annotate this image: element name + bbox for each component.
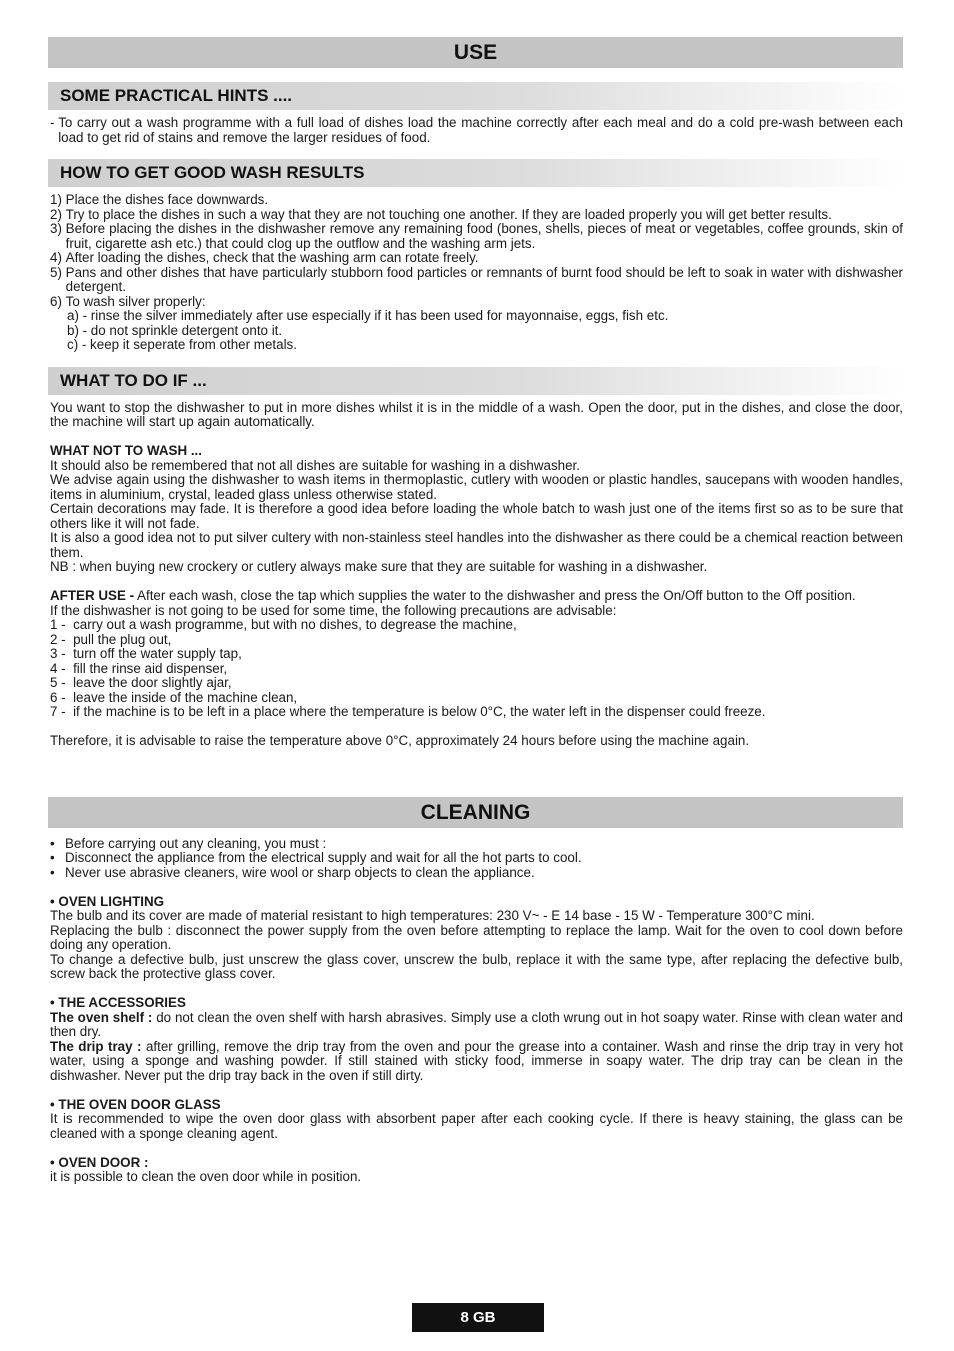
silver-tip: c) - keep it seperate from other metals. bbox=[67, 337, 297, 352]
silver-tip: b) - do not sprinkle detergent onto it. bbox=[67, 322, 283, 338]
bullet-item bbox=[50, 851, 903, 866]
paragraph: It should also be remembered that not all dishes are suitable for washing in a dishwasher. bbox=[50, 457, 580, 473]
paragraph: We advise again using the dishwasher to wash items in thermoplastic, cutlery with wooden or plastic handles, saucepans with wooden handles, items in aluminium, crystal, leaded glass unless otherwise stated. bbox=[50, 472, 903, 502]
item-dash: - bbox=[50, 115, 59, 130]
step-number: 5 - bbox=[50, 675, 74, 690]
bullet-text: Never use abrasive cleaners, wire wool or sharp objects to clean the appliance. bbox=[65, 864, 535, 880]
wash-results-list bbox=[50, 193, 903, 353]
list-item bbox=[50, 295, 903, 310]
bullet-glyph: • bbox=[50, 850, 55, 865]
paragraph: If the dishwasher is not going to be used for some time, the following precautions are advisable: bbox=[50, 602, 617, 618]
section-title-cleaning: CLEANING bbox=[48, 797, 903, 828]
step-number: 1 - bbox=[50, 617, 74, 632]
list-item bbox=[50, 116, 903, 145]
paragraph: it is possible to clean the oven door while in position. bbox=[50, 1169, 362, 1184]
list-item bbox=[50, 208, 903, 223]
list-item bbox=[50, 705, 903, 720]
item-text: Try to place the dishes in such a way that they are not touching one another. If they are loaded properly you will get better results. bbox=[65, 206, 832, 222]
list-item bbox=[50, 633, 903, 648]
item-text: After loading the dishes, check that the washing arm can rotate freely. bbox=[65, 250, 479, 265]
page-content bbox=[48, 37, 903, 1185]
step-text: fill the rinse aid dispenser, bbox=[73, 660, 228, 676]
bullet-item bbox=[50, 837, 903, 852]
step-number: 2 - bbox=[50, 631, 74, 647]
step-text: turn off the water supply tap, bbox=[73, 646, 242, 661]
item-number: 5) bbox=[50, 264, 66, 280]
step-number: 7 - bbox=[50, 704, 74, 719]
after-use-text: After each wash, close the tap which supplies the water to the dishwasher and press the On/Off button to the Off position. bbox=[134, 588, 856, 603]
therefore-paragraph: Therefore, it is advisable to raise the temperature above 0°C, approximately 24 hours before using the machine again. bbox=[50, 733, 750, 748]
page-number-badge: 8 GB bbox=[412, 1303, 544, 1332]
paragraph: It is also a good idea not to put silver cultery with non-stainless steel handles into the dishwasher as there could be a chemical reaction between them. bbox=[50, 530, 903, 560]
paragraph: Replacing the bulb : disconnect the power supply from the oven before attempting to replace the lamp. Wait for the oven to cool down before doing any operation. bbox=[50, 922, 903, 952]
step-text: leave the door slightly ajar, bbox=[73, 675, 232, 690]
after-use-paragraph bbox=[50, 589, 903, 604]
list-item bbox=[50, 251, 903, 266]
step-number: 4 - bbox=[50, 660, 74, 676]
paragraph: To change a defective bulb, just unscrew the glass cover, unscrew the bulb, replace it with the same type, after replacing the defective bulb, screw back the protective glass cover. bbox=[50, 951, 903, 981]
step-text: carry out a wash programme, but with no dishes, to degrease the machine, bbox=[73, 617, 517, 632]
bullet-item bbox=[50, 866, 903, 881]
list-item bbox=[50, 676, 903, 691]
drip-tray-label: The drip tray : bbox=[50, 1038, 142, 1054]
list-item bbox=[50, 647, 903, 662]
list-item bbox=[50, 691, 903, 706]
paragraph: Certain decorations may fade. It is therefore a good idea before loading the whole batch to wash just one of the items first so as to be sure that others like it will not fade. bbox=[50, 501, 903, 531]
oven-shelf-text: do not clean the oven shelf with harsh abrasives. Simply use a cloth wrung out in hot soapy water. Rinse with clean water and then dry. bbox=[50, 1009, 904, 1039]
after-use-label: AFTER USE - bbox=[50, 588, 135, 603]
practical-hints-text bbox=[50, 116, 903, 145]
drip-tray-paragraph bbox=[50, 1040, 903, 1084]
what-to-do-intro: You want to stop the dishwasher to put in more dishes whilst it is in the middle of a wash. Open the door, put in the dishes, and close the door, the machine will start up again automatically. bbox=[50, 399, 903, 429]
heading-oven-door: • OVEN DOOR : bbox=[50, 1154, 149, 1170]
drip-tray-text: after grilling, remove the drip tray from the oven and pour the grease into a container. Wash and rinse the drip tray in very hot water, using a sponge and washing powder. If still stained with sticky food, immerse in soapy water. The drip tray can be clean in the dishwasher. Never put the drip tray back in the oven if still dirty. bbox=[50, 1038, 903, 1083]
item-number: 1) bbox=[50, 192, 66, 207]
section-title-use: USE bbox=[48, 37, 903, 68]
item-number: 3) bbox=[50, 221, 66, 236]
heading-what-to-do-if: WHAT TO DO IF ... bbox=[48, 367, 903, 395]
bullet-text: Disconnect the appliance from the electrical supply and wait for all the hot parts to cool. bbox=[65, 850, 582, 865]
item-text: To wash silver properly: bbox=[65, 293, 206, 309]
heading-oven-lighting: • OVEN LIGHTING bbox=[50, 893, 165, 909]
item-text: Place the dishes face downwards. bbox=[65, 192, 269, 207]
item-text: Before placing the dishes in the dishwasher remove any remaining food (bones, shells, pieces of meat or vegetables, coffee grounds, skin of fruit, cigarette ash etc.) that could clog up the outflow and the washing arm jets. bbox=[65, 221, 903, 251]
item-number: 2) bbox=[50, 206, 66, 222]
silver-tip: a) - rinse the silver immediately after use especially if it has been used for mayonnaise, eggs, fish etc. bbox=[67, 308, 669, 323]
heading-oven-door-glass: • THE OVEN DOOR GLASS bbox=[50, 1096, 221, 1112]
list-item bbox=[50, 193, 903, 208]
paragraph: NB : when buying new crockery or cutlery always make sure that they are suitable for washing in a dishwasher. bbox=[50, 559, 708, 574]
heading-practical-hints: SOME PRACTICAL HINTS .... bbox=[48, 82, 903, 110]
step-text: if the machine is to be left in a place where the temperature is below 0°C, the water left in the dispenser could freeze. bbox=[73, 704, 766, 719]
heading-wash-results: HOW TO GET GOOD WASH RESULTS bbox=[48, 159, 903, 187]
list-item bbox=[50, 662, 903, 677]
bullet-glyph: • bbox=[50, 835, 55, 851]
item-text: To carry out a wash programme with a full load of dishes load the machine correctly after each meal and do a cold pre-wash between each load to get rid of stains and remove the larger residues of food. bbox=[58, 115, 903, 145]
step-text: leave the inside of the machine clean, bbox=[73, 689, 298, 705]
item-number: 6) bbox=[50, 293, 66, 309]
oven-shelf-paragraph bbox=[50, 1011, 903, 1040]
heading-accessories: • THE ACCESSORIES bbox=[50, 995, 186, 1010]
list-item bbox=[50, 618, 903, 633]
step-number: 6 - bbox=[50, 689, 74, 705]
oven-shelf-label: The oven shelf : bbox=[50, 1009, 153, 1025]
step-text: pull the plug out, bbox=[73, 631, 172, 647]
bullet-glyph: • bbox=[50, 864, 55, 880]
bullet-text: Before carrying out any cleaning, you must : bbox=[65, 835, 327, 851]
item-text: Pans and other dishes that have particularly stubborn food particles or remnants of burnt food should be left to soak in water with dishwasher detergent. bbox=[65, 264, 903, 294]
list-item bbox=[50, 222, 903, 251]
list-item bbox=[50, 266, 903, 295]
cleaning-text bbox=[50, 837, 903, 1185]
what-to-do-text bbox=[50, 401, 903, 749]
heading-what-not-to-wash: WHAT NOT TO WASH ... bbox=[50, 443, 202, 458]
step-number: 3 - bbox=[50, 646, 74, 661]
item-number: 4) bbox=[50, 250, 66, 265]
paragraph: The bulb and its cover are made of material resistant to high temperatures: 230 V~ - E 14 base - 15 W - Temperature 300°C mini. bbox=[50, 908, 815, 923]
paragraph: It is recommended to wipe the oven door glass with absorbent paper after each cooking cycle. If there is heavy staining, the glass can be cleaned with a sponge cleaning agent. bbox=[50, 1111, 903, 1141]
